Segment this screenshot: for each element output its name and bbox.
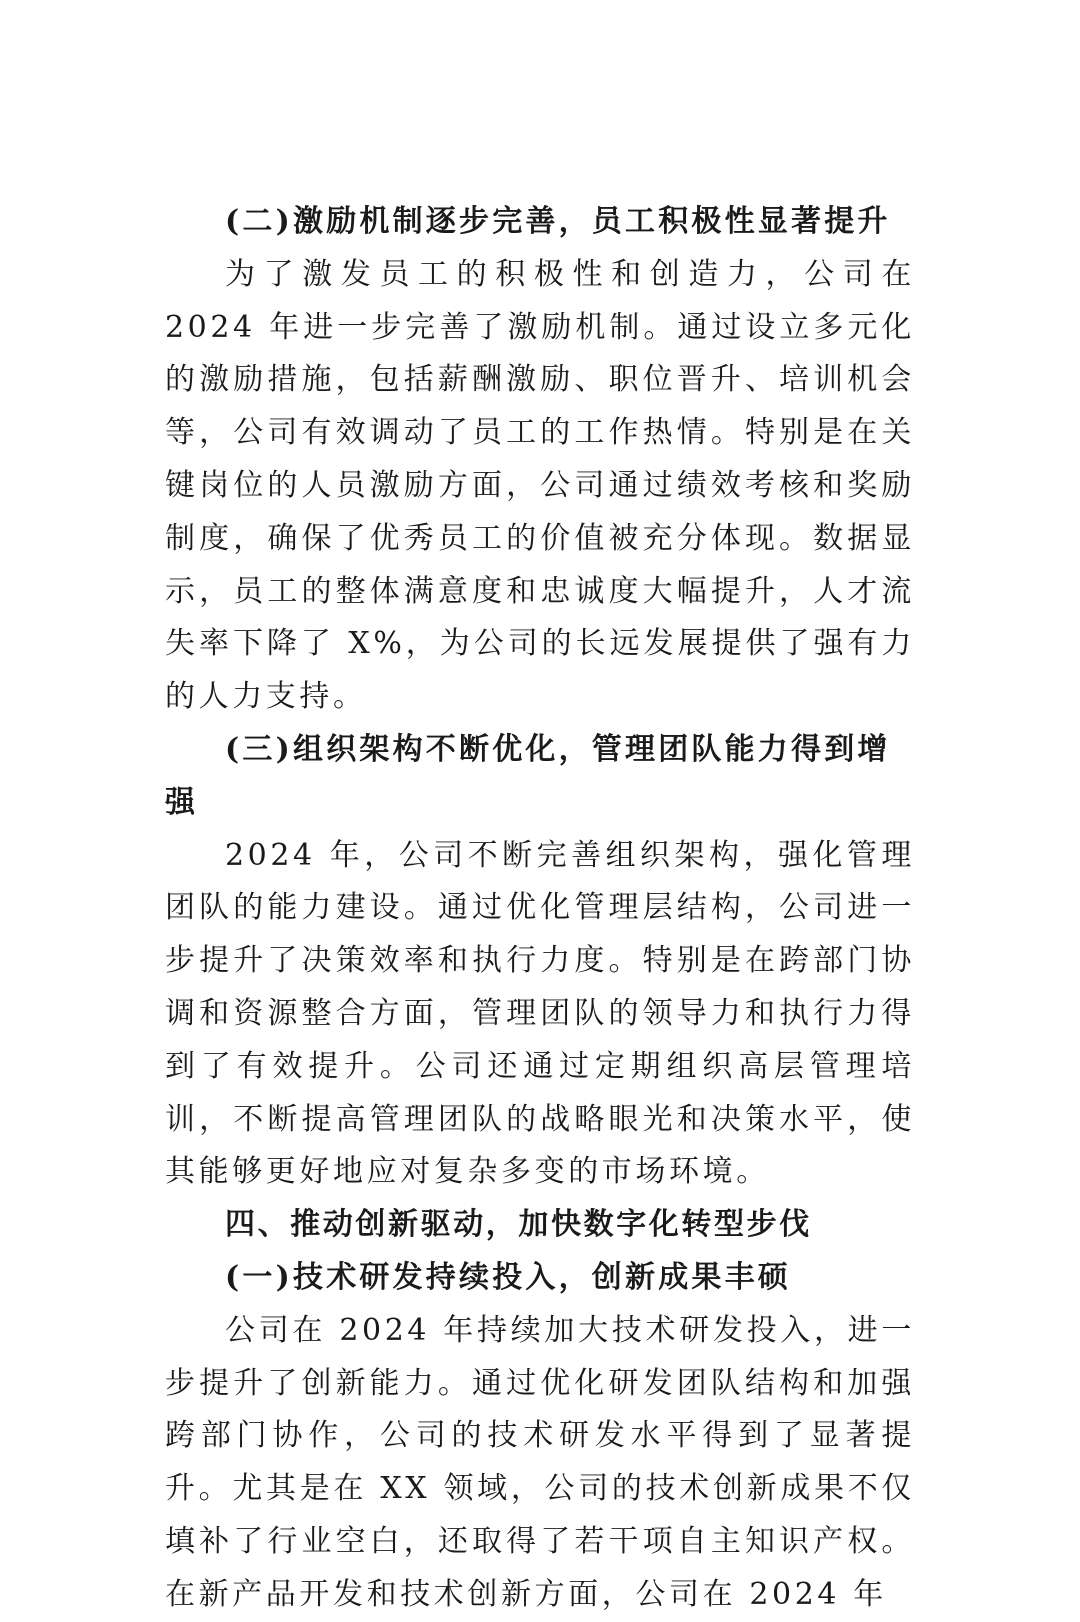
- section-heading-rnd: (一)技术研发持续投入，创新成果丰硕: [225, 1259, 791, 1295]
- chapter-heading-innovation: 四、推动创新驱动，加快数字化转型步伐: [225, 1207, 812, 1243]
- section-heading-incentive: (二)激励机制逐步完善，员工积极性显著提升: [225, 204, 891, 239]
- paragraph-rnd: 公司在 2024 年持续加大技术研发投入，进一步提升了创新能力。通过优化研发团队结构和加强跨部门协作，公司的技术研发水平得到了显著提升。尤其是在 XX 领域，公司的技术创新成果不仅填补了行业空白，还取得了若干项自主知识产权。在新产品开发和技术创新方面，公司在 2024 年: [165, 1312, 915, 1612]
- document-body: [165, 196, 915, 1622]
- section-heading-organization: (三)组织架构不断优化，管理团队能力得到增强: [165, 731, 891, 820]
- paragraph-incentive: 为了激发员工的积极性和创造力，公司在 2024 年进一步完善了激励机制。通过设立多元化的激励措施，包括薪酬激励、职位晋升、培训机会等，公司有效调动了员工的工作热情。特别是在关键岗位的人员激励方面，公司通过绩效考核和奖励制度，确保了优秀员工的价值被充分体现。数据显示，员工的整体满意度和忠诚度大幅提升，人才流失率下降了 X%，为公司的长远发展提供了强有力的人力支持。: [165, 256, 915, 715]
- paragraph-organization: 2024 年，公司不断完善组织架构，强化管理团队的能力建设。通过优化管理层结构，公司进一步提升了决策效率和执行力度。特别是在跨部门协调和资源整合方面，管理团队的领导力和执行力得到了有效提升。公司还通过定期组织高层管理培训，不断提高管理团队的战略眼光和决策水平，使其能够更好地应对复杂多变的市场环境。: [165, 837, 915, 1190]
